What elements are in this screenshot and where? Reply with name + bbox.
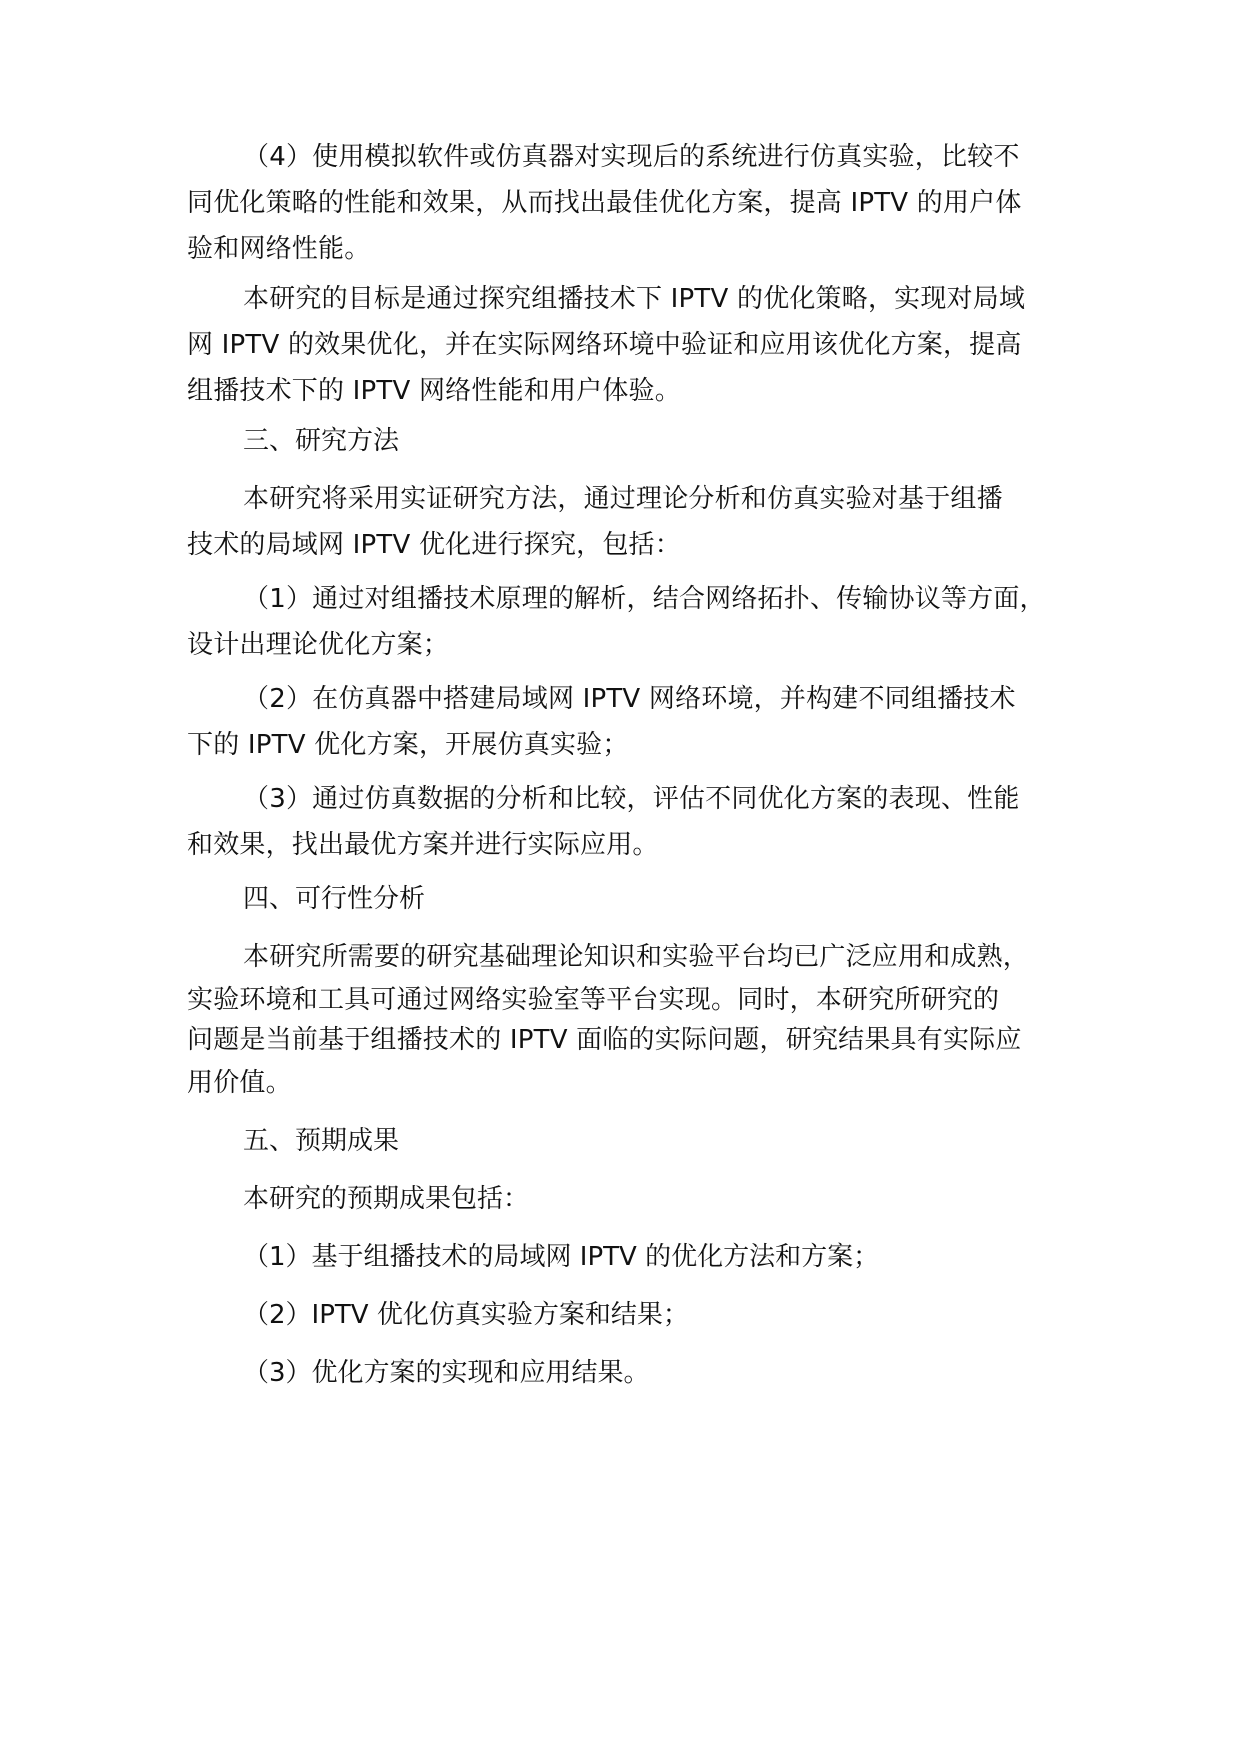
para-goal [187, 276, 1087, 414]
text-line: （1）通过对组播技术原理的解析，结合网络拓扑、传输协议等方面， [243, 584, 1046, 614]
para-results-intro: 本研究的预期成果包括： [243, 1184, 530, 1214]
para-methods-intro [187, 476, 1087, 568]
para-result-2: （2）IPTV 优化仿真实验方案和结果； [243, 1300, 689, 1330]
para-feasibility [187, 934, 1087, 1106]
text-line: 用价值。 [187, 1068, 292, 1098]
text-line: 实验环境和工具可通过网络实验室等平台实现。同时，本研究所研究的 [187, 985, 1000, 1015]
text-line: 验和网络性能。 [187, 234, 371, 264]
text-line: 下的 IPTV 优化方案，开展仿真实验； [187, 730, 629, 760]
text-line: 问题是当前基于组播技术的 IPTV 面临的实际问题，研究结果具有实际应 [187, 1025, 1022, 1055]
para-method-3 [187, 776, 1087, 868]
para-result-1: （1）基于组播技术的局域网 IPTV 的优化方法和方案； [243, 1242, 880, 1272]
text-line: （2）在仿真器中搭建局域网 IPTV 网络环境，并构建不同组播技术 [243, 684, 1016, 714]
text-line: （3）通过仿真数据的分析和比较，评估不同优化方案的表现、性能 [243, 784, 1020, 814]
text-line: 设计出理论优化方案； [187, 630, 450, 660]
text-line: 网 IPTV 的效果优化，并在实际网络环境中验证和应用该优化方案，提高 [187, 330, 1022, 360]
para-item-4 [187, 134, 1087, 272]
text-line: 技术的局域网 IPTV 优化进行探究，包括： [187, 530, 681, 560]
heading-results: 五、预期成果 [243, 1126, 400, 1156]
text-line: 和效果，找出最优方案并进行实际应用。 [187, 830, 659, 860]
text-line: （4）使用模拟软件或仿真器对实现后的系统进行仿真实验，比较不 [243, 142, 1020, 172]
heading-feasibility: 四、可行性分析 [243, 884, 426, 914]
para-method-2 [187, 676, 1087, 768]
text-line: 本研究所需要的研究基础理论知识和实验平台均已广泛应用和成熟， [243, 942, 1030, 972]
para-method-1 [187, 576, 1087, 668]
para-result-3: （3）优化方案的实现和应用结果。 [243, 1358, 650, 1388]
text-line: 本研究将采用实证研究方法，通过理论分析和仿真实验对基于组播 [243, 484, 1003, 514]
text-line: 组播技术下的 IPTV 网络性能和用户体验。 [187, 376, 681, 406]
heading-methods: 三、研究方法 [243, 426, 400, 456]
text-line: 本研究的目标是通过探究组播技术下 IPTV 的优化策略，实现对局域 [243, 284, 1026, 314]
text-line: 同优化策略的性能和效果，从而找出最佳优化方案，提高 IPTV 的用户体 [187, 188, 1022, 218]
